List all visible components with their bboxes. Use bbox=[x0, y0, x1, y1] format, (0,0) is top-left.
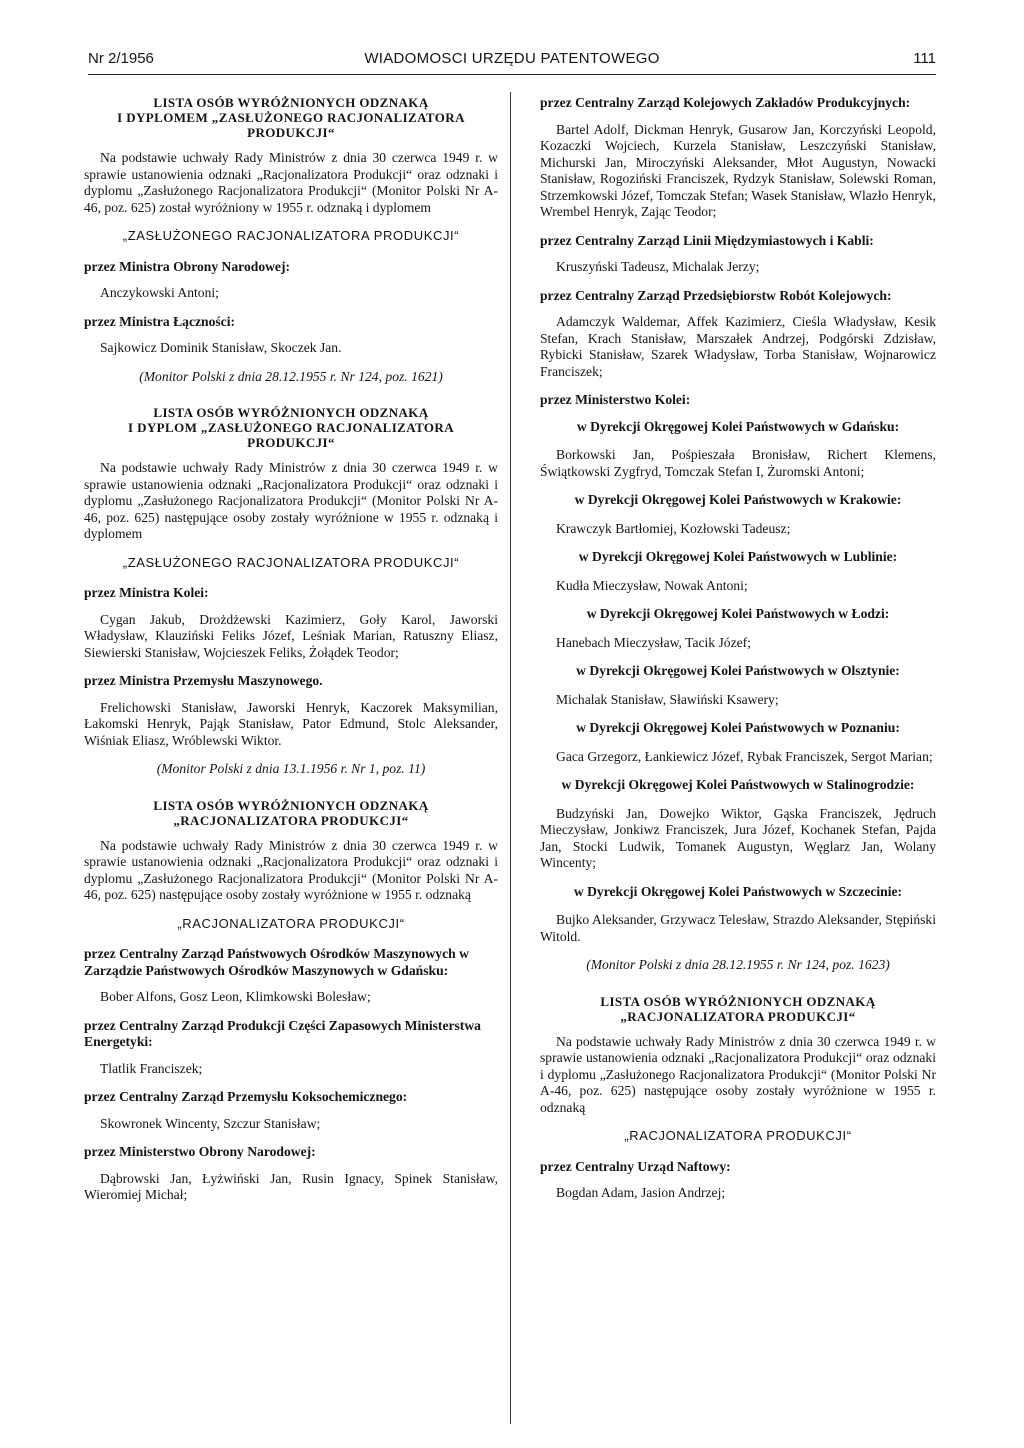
names-list: Anczykowski Antoni; bbox=[100, 285, 219, 300]
award-name: „ZASŁUŻONEGO RACJONALIZATORA PRODUKCJI“ bbox=[122, 554, 460, 570]
names-list: Kruszyński Tadeusz, Michalak Jerzy; bbox=[556, 259, 760, 274]
railway-directorate: w Dyrekcji Okręgowej Kolei Państwowych w Lublinie: bbox=[578, 549, 898, 564]
intro-paragraph: Na podstawie uchwały Rady Ministrów z dnia 30 czerwca 1949 r. w sprawie ustanowienia odznaki „Racjonalizatora Produkcji“ oraz odznaki i dyplomu „Zasłużonego Racjonalizatora Produkcji“ (Monitor Polski Nr A-46, poz. 625) następujące osoby zostały wyróżnione w 1955 r. odznaką bbox=[84, 837, 498, 902]
railway-directorate: w Dyrekcji Okręgowej Kolei Państwowych w Gdańsku: bbox=[576, 418, 900, 434]
names-list: Sajkowicz Dominik Stanisław, Skoczek Jan. bbox=[100, 340, 342, 355]
citation: (Monitor Polski z dnia 28.12.1955 r. Nr 124, poz. 1623) bbox=[586, 957, 890, 972]
awarding-body: przez Centralny Zarząd Kolejowych Zakładów Produkcyjnych: bbox=[540, 95, 911, 110]
railway-directorate: w Dyrekcji Okręgowej Kolei Państwowych w Łodzi: bbox=[586, 606, 890, 621]
awarding-body: przez Centralny Zarząd Produkcji Części Zapasowych Ministerstwa Energetyki: bbox=[84, 1017, 481, 1049]
left-column bbox=[84, 95, 498, 1216]
awarding-body: przez Centralny Zarząd Linii Międzymiastowych i Kabli: bbox=[540, 232, 874, 248]
issue-number: Nr 2/1956 bbox=[88, 50, 154, 67]
awarding-body: przez Centralny Zarząd Przedsiębiorstw Robót Kolejowych: bbox=[540, 287, 892, 303]
names-list: Bogdan Adam, Jasion Andrzej; bbox=[556, 1185, 726, 1200]
names-list: Borkowski Jan, Pośpieszała Bronisław, Richert Klemens, Świątkowski Zygfryd, Tomczak Stefan I, Żuromski Antoni; bbox=[540, 447, 936, 479]
names-list: Gaca Grzegorz, Łankiewicz Józef, Rybak Franciszek, Sergot Marian; bbox=[556, 748, 933, 764]
names-list: Bartel Adolf, Dickman Henryk, Gusarow Jan, Korczyński Leopold, Kozaczki Wojciech, Kurzela Stanisław, Leszczyński Stanisław, Michurski Jan, Miroczyński Aleksander, Młot Augustyn, Nowacki Stanisław, Rogoziński Franciszek, Rydzyk Stanisław, Solewski Roman, Strzemkowski Józef, Tomczak Stefan; Wasek Stanisław, Wlazło Henryk, Wrembel Henryk, Zając Teodor; bbox=[540, 121, 936, 219]
section-title: LISTA OSÓB WYRÓŻNIONYCH ODZNAKĄ I DYPLOMEM „ZASŁUŻONEGO RACJONALIZATORA PRODUKCJI“ bbox=[117, 95, 465, 140]
railway-directorate: w Dyrekcji Okręgowej Kolei Państwowych w Krakowie: bbox=[574, 492, 902, 507]
names-list: Tlatlik Franciszek; bbox=[100, 1060, 203, 1076]
names-list: Frelichowski Stanisław, Jaworski Henryk, Kaczorek Maksymilian, Łakomski Henryk, Pająk Stanisław, Pator Edmund, Stolc Aleksander, Wiśniak Eliasz, Wróblewski Wiktor. bbox=[84, 699, 498, 748]
names-list: Bujko Aleksander, Grzywacz Telesław, Strazdo Aleksander, Stępiński Witold. bbox=[540, 912, 936, 944]
names-list: Hanebach Mieczysław, Tacik Józef; bbox=[556, 634, 751, 650]
names-list: Cygan Jakub, Drożdżewski Kazimierz, Goły Karol, Jaworski Władysław, Klauziński Feliks Józef, Leśniak Marian, Ratuszny Eliasz, Siewierski Stanisław, Wojcieszek Feliks, Żołądek Teodor; bbox=[84, 611, 498, 660]
names-list: Budzyński Jan, Dowejko Wiktor, Gąska Franciszek, Jędruch Mieczysław, Jonkiwz Franciszek, Jura Józef, Kochanek Stefan, Pajda Jan, Stocki Ludwik, Tomanek Augustyn, Węglarz Jan, Wolany Wincenty; bbox=[540, 805, 936, 870]
awarding-body: przez Ministra Kolei: bbox=[84, 585, 209, 600]
citation: (Monitor Polski z dnia 13.1.1956 r. Nr 1, poz. 11) bbox=[156, 761, 426, 776]
names-list: Dąbrowski Jan, Łyżwiński Jan, Rusin Ignacy, Spinek Stanisław, Wieromiej Michał; bbox=[84, 1170, 498, 1202]
award-name: „ZASŁUŻONEGO RACJONALIZATORA PRODUKCJI“ bbox=[122, 228, 460, 243]
page-header bbox=[88, 50, 936, 75]
intro-paragraph: Na podstawie uchwały Rady Ministrów z dnia 30 czerwca 1949 r. w sprawie ustanowienia odznaki „Racjonalizatora Produkcji“ oraz odznaki i dyplomu „Zasłużonego Racjonalizatora Produkcji“ (Monitor Polski Nr A-46, poz. 625) został wyróżniony w 1955 r. odznaką i dyplomem bbox=[84, 150, 498, 215]
journal-title: WIADOMOSCI URZĘDU PATENTOWEGO bbox=[364, 50, 660, 67]
awarding-body: przez Ministra Obrony Narodowej: bbox=[84, 258, 291, 274]
awarding-body: przez Ministerstwo Obrony Narodowej: bbox=[84, 1144, 316, 1159]
section-racjonalizatora-2 bbox=[540, 994, 936, 1202]
names-list: Krawczyk Bartłomiej, Kozłowski Tadeusz; bbox=[556, 520, 791, 536]
section-title: LISTA OSÓB WYRÓŻNIONYCH ODZNAKĄ „RACJONALIZATORA PRODUKCJI“ bbox=[153, 797, 429, 828]
section-title: LISTA OSÓB WYRÓŻNIONYCH ODZNAKĄ „RACJONALIZATORA PRODUKCJI“ bbox=[600, 993, 876, 1024]
awarding-body: przez Centralny Urząd Naftowy: bbox=[540, 1158, 731, 1174]
award-name: „RACJONALIZATORA PRODUKCJI“ bbox=[177, 915, 405, 931]
awarding-body: przez Centralny Zarząd Państwowych Ośrodków Maszynowych w Zarządzie Państwowych Ośrodków Maszynowych w Gdańsku: bbox=[84, 946, 469, 978]
railway-directorate: w Dyrekcji Okręgowej Kolei Państwowych w Szczecinie: bbox=[573, 883, 903, 899]
intro-paragraph: Na podstawie uchwały Rady Ministrów z dnia 30 czerwca 1949 r. w sprawie ustanowienia odznaki „Racjonalizatora Produkcji“ oraz odznaki i dyplomu „Zasłużonego Racjonalizatora Produkcji“ (Monitor Polski Nr A-46, poz. 625) następujące osoby zostały wyróżnione w 1955 r. odznaką bbox=[540, 1033, 936, 1115]
railway-directorate: w Dyrekcji Okręgowej Kolei Państwowych w Poznaniu: bbox=[576, 720, 900, 735]
railway-directorate: w Dyrekcji Okręgowej Kolei Państwowych w Olsztynie: bbox=[576, 663, 900, 678]
right-column bbox=[540, 95, 936, 1214]
intro-paragraph: Na podstawie uchwały Rady Ministrów z dnia 30 czerwca 1949 r. w sprawie ustanowienia odznaki „Racjonalizatora Produkcji“ oraz odznaki i dyplomu „Zasłużonego Racjonalizatora Produkcji“ (Monitor Polski Nr A-46, poz. 625) następujące osoby zostały wyróżnione w 1955 r. odznaką i dyplomem bbox=[84, 460, 498, 541]
citation: (Monitor Polski z dnia 28.12.1955 r. Nr 124, poz. 1621) bbox=[139, 368, 443, 384]
names-list: Skowronek Wincenty, Szczur Stanisław; bbox=[100, 1115, 321, 1131]
awarding-body: przez Ministra Łączności: bbox=[84, 313, 235, 329]
names-list: Kudła Mieczysław, Nowak Antoni; bbox=[556, 577, 748, 593]
section-zasluzonego-1 bbox=[84, 95, 498, 385]
names-list: Michalak Stanisław, Sławiński Ksawery; bbox=[556, 691, 779, 707]
names-list: Adamczyk Waldemar, Affek Kazimierz, Cieśla Władysław, Kesik Stefan, Krach Stanisław, Marszałek Andrzej, Podgórski Zdzisław, Rybicki Stanisław, Szarek Władysław, Torba Stanisław, Wojnarowicz Franciszek; bbox=[540, 314, 936, 379]
page-number: 111 bbox=[913, 50, 936, 67]
section-racjonalizatora-1 bbox=[84, 798, 498, 1204]
awarding-body: przez Ministerstwo Kolei: bbox=[540, 392, 691, 407]
awarding-body: przez Centralny Zarząd Przemysłu Koksochemicznego: bbox=[84, 1089, 408, 1104]
section-title: LISTA OSÓB WYRÓŻNIONYCH ODZNAKĄ I DYPLOM „ZASŁUŻONEGO RACJONALIZATORA PRODUKCJI“ bbox=[128, 405, 454, 450]
names-list: Bober Alfons, Gosz Leon, Klimkowski Bolesław; bbox=[100, 989, 371, 1004]
railway-directorate: w Dyrekcji Okręgowej Kolei Państwowych w Stalinogrodzie: bbox=[561, 777, 915, 792]
awarding-body: przez Ministra Przemysłu Maszynowego. bbox=[84, 673, 323, 688]
section-zasluzonego-2 bbox=[84, 405, 498, 778]
column-divider bbox=[510, 92, 511, 1424]
award-name: „RACJONALIZATORA PRODUKCJI“ bbox=[624, 1128, 852, 1143]
